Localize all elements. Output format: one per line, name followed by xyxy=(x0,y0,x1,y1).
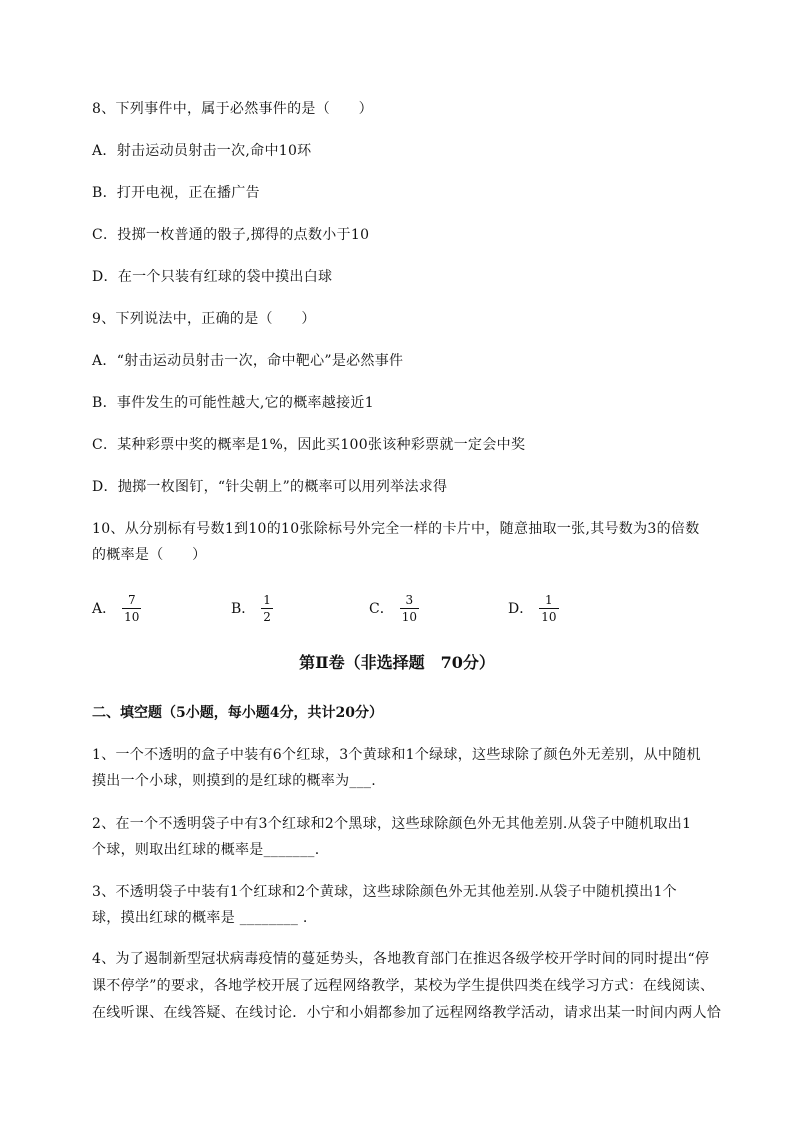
denominator: 10 xyxy=(124,609,140,624)
q9-option-b: B．事件发生的可能性越大,它的概率越接近1 xyxy=(92,395,374,411)
q10-option-c xyxy=(369,590,419,626)
part2-title: 第Ⅱ卷（非选择题 70分） xyxy=(299,653,495,672)
fill-q3-line1: 3、不透明袋子中装有1个红球和2个黄球，这些球除颜色外无其他差别.从袋子中随机摸出1个 xyxy=(92,884,677,900)
q8-option-b: B．打开电视，正在播广告 xyxy=(92,185,260,201)
denominator: 10 xyxy=(401,609,417,624)
q10-option-b xyxy=(231,590,273,626)
q9-option-c: C．某种彩票中奖的概率是1%，因此买100张该种彩票就一定会中奖 xyxy=(92,437,526,453)
q10-stem-line2: 的概率是（ ） xyxy=(92,547,207,563)
q10-option-d-label: D． xyxy=(508,601,534,617)
denominator: 10 xyxy=(541,609,557,624)
fraction-bar xyxy=(400,608,419,609)
q9-stem: 9、下列说法中，正确的是（ ） xyxy=(92,311,316,327)
q10-option-a xyxy=(92,590,141,626)
fill-q1-line2: 摸出一个小球，则摸到的是红球的概率为___. xyxy=(92,773,377,789)
q10-option-b-label: B． xyxy=(231,601,256,617)
q10-option-a-label: A． xyxy=(92,601,117,617)
q10-options xyxy=(92,590,712,626)
fill-q1-line1: 1、一个不透明的盒子中装有6个红球，3个黄球和1个绿球，这些球除了颜色外无差别，从中随机 xyxy=(92,747,701,763)
q9-option-d: D．抛掷一枚图钉，“针尖朝上”的概率可以用列举法求得 xyxy=(92,479,448,495)
numerator: 3 xyxy=(405,592,414,607)
fraction-bar xyxy=(122,608,141,609)
denominator: 2 xyxy=(263,609,271,624)
fraction-bar xyxy=(261,608,273,609)
fill-q2-line2: 个球，则取出红球的概率是_______. xyxy=(92,842,320,858)
numerator: 7 xyxy=(127,592,136,607)
q9-option-a: A．“射击运动员射击一次，命中靶心”是必然事件 xyxy=(92,353,404,369)
q10-stem-line1: 10、从分别标有号数1到10的10张除标号外完全一样的卡片中，随意抽取一张,其号数为3的倍数 xyxy=(92,521,700,537)
q10-option-c-label: C． xyxy=(369,601,394,617)
fill-q2-line1: 2、在一个不透明袋子中有3个红球和2个黑球，这些球除颜色外无其他差别.从袋子中随机取出1 xyxy=(92,816,692,832)
fraction-bar xyxy=(539,608,558,609)
q8-option-c: C．投掷一枚普通的骰子,掷得的点数小于10 xyxy=(92,227,370,243)
fill-q4-line1: 4、为了遏制新型冠状病毒疫情的蔓延势头，各地教育部门在推迟各级学校开学时间的同时提出“停 xyxy=(92,951,710,967)
numerator: 1 xyxy=(545,592,553,607)
fraction xyxy=(400,593,419,624)
q8-option-a: A．射击运动员射击一次,命中10环 xyxy=(92,143,312,159)
fill-q3-line2: 球，摸出红球的概率是 ________ . xyxy=(92,910,308,926)
q8-option-d: D．在一个只装有红球的袋中摸出白球 xyxy=(92,269,333,285)
fraction xyxy=(261,593,273,624)
fraction xyxy=(122,593,141,624)
q10-option-d xyxy=(508,590,559,626)
fill-in-section-heading: 二、填空题（5小题，每小题4分，共计20分） xyxy=(92,705,383,721)
numerator: 1 xyxy=(263,592,271,607)
q8-stem: 8、下列事件中，属于必然事件的是（ ） xyxy=(92,101,373,117)
fill-q4-line3: 在线听课、在线答疑、在线讨论．小宁和小娟都参加了远程网络教学活动，请求出某一时间内两人恰 xyxy=(92,1005,722,1021)
fraction xyxy=(539,593,558,624)
fill-q4-line2: 课不停学”的要求，各地学校开展了远程网络教学，某校为学生提供四类在线学习方式：在线阅读、 xyxy=(92,978,715,994)
